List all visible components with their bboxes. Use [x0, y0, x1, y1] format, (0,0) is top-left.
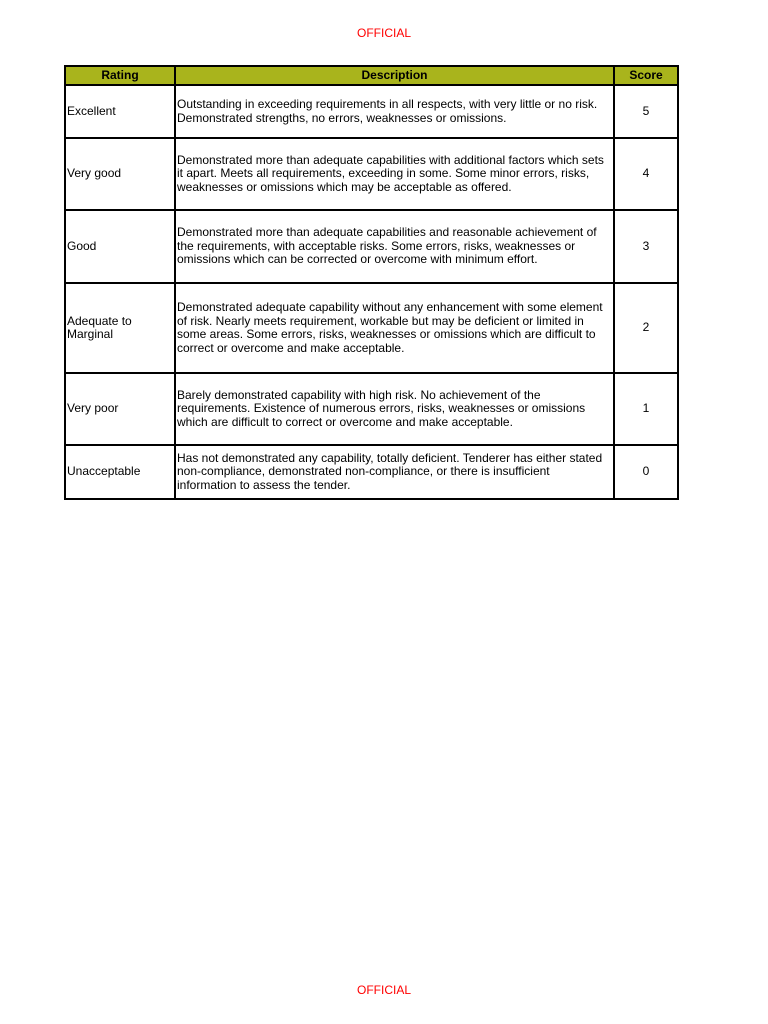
- rating-scale-table: [64, 65, 679, 500]
- description-cell: Barely demonstrated capability with high risk. No achievement of the requirements. Existence of numerous errors, risks, weaknesses or omissions which are difficult to correct or overcome and make acceptable.: [175, 373, 614, 445]
- description-cell: Outstanding in exceeding requirements in all respects, with very little or no risk. Demonstrated strengths, no errors, weaknesses or omissions.: [175, 85, 614, 138]
- description-cell: Has not demonstrated any capability, totally deficient. Tenderer has either stated non-compliance, demonstrated non-compliance, or there is insufficient information to assess the tender.: [175, 445, 614, 499]
- table-row: [65, 283, 678, 373]
- table-row: [65, 138, 678, 210]
- rating-cell: Very poor: [65, 373, 175, 445]
- score-cell: 1: [614, 373, 678, 445]
- score-cell: 0: [614, 445, 678, 499]
- table-row: [65, 445, 678, 499]
- table-header-row: [65, 66, 678, 85]
- score-cell: 3: [614, 210, 678, 283]
- column-header-description: Description: [175, 66, 614, 85]
- description-cell: Demonstrated more than adequate capabilities with additional factors which sets it apart. Meets all requirements, exceeding in some. Some minor errors, risks, weaknesses or omissions which may be acceptable as offered.: [175, 138, 614, 210]
- security-marking-header: OFFICIAL: [356, 26, 411, 40]
- column-header-score: Score: [614, 66, 678, 85]
- table-row: [65, 85, 678, 138]
- score-cell: 2: [614, 283, 678, 373]
- description-cell: Demonstrated more than adequate capabilities and reasonable achievement of the requirements, with acceptable risks. Some errors, risks, weaknesses or omissions which can be corrected or overcome with minimum effort.: [175, 210, 614, 283]
- rating-cell: Good: [65, 210, 175, 283]
- table-row: [65, 373, 678, 445]
- rating-cell: Unacceptable: [65, 445, 175, 499]
- security-marking-footer: OFFICIAL: [356, 983, 411, 997]
- description-cell: Demonstrated adequate capability without any enhancement with some element of risk. Nearly meets requirement, workable but may be deficient or limited in some areas. Some errors, risks, weaknesses or omissions which are difficult to correct or overcome and make acceptable.: [175, 283, 614, 373]
- score-cell: 4: [614, 138, 678, 210]
- rating-cell: Excellent: [65, 85, 175, 138]
- rating-cell: Adequate to Marginal: [65, 283, 175, 373]
- score-cell: 5: [614, 85, 678, 138]
- rating-cell: Very good: [65, 138, 175, 210]
- column-header-rating: Rating: [65, 66, 175, 85]
- table-row: [65, 210, 678, 283]
